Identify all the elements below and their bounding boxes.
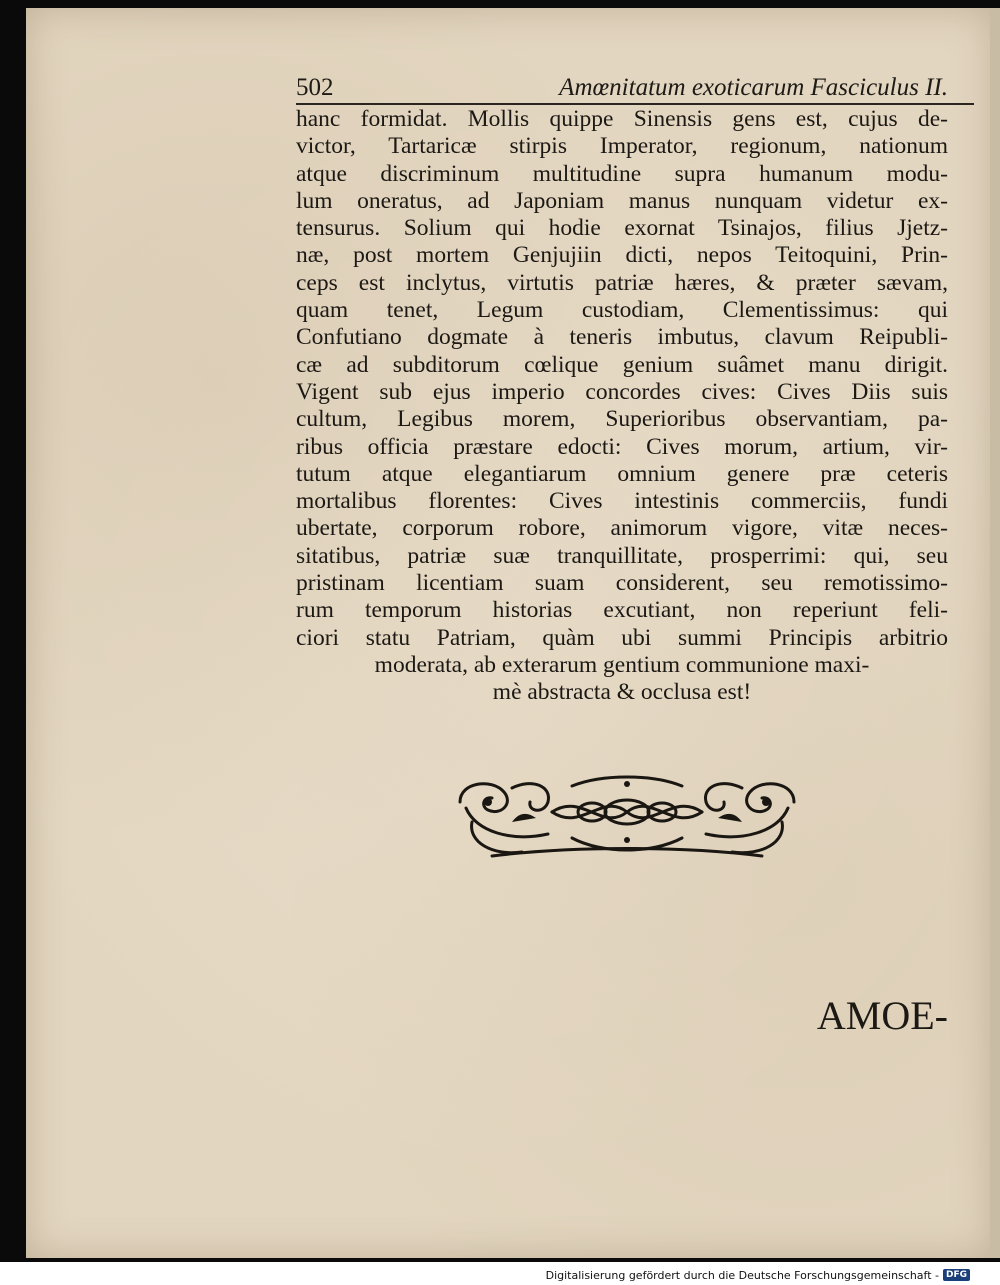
text-line: moderata, ab exterarum gentium communione maxi- xyxy=(374,651,870,678)
text-line: cæ ad subditorum cœlique genium suâmet manu dirigit. xyxy=(296,351,948,378)
footer-text: Digitalisierung gefördert durch die Deutsche Forschungsgemeinschaft - xyxy=(545,1268,939,1282)
text-line: tutum atque elegantiarum omnium genere præ ceteris xyxy=(296,460,948,487)
catchword: AMOE- xyxy=(816,993,948,1038)
page-edge xyxy=(990,8,1000,1258)
text-line: ubertate, corporum robore, animorum vigore, vitæ neces- xyxy=(296,515,948,542)
text-line: ribus officia præstare edocti: Cives morum, artium, vir- xyxy=(296,433,948,460)
text-line: cultum, Legibus morem, Superioribus observantiam, pa- xyxy=(296,406,948,433)
text-line: sitatibus, patriæ suæ tranquillitate, prosperrimi: qui, seu xyxy=(296,542,948,569)
text-line: quam tenet, Legum custodiam, Clementissimus: qui xyxy=(296,297,948,324)
decorative-ornament xyxy=(452,772,802,864)
body-text xyxy=(296,106,948,707)
text-line: rum temporum historias excutiant, non reperiunt feli- xyxy=(296,597,948,624)
text-line: mortalibus florentes: Cives intestinis commerciis, fundi xyxy=(296,488,948,515)
dfg-logo: DFG xyxy=(943,1269,970,1281)
text-line: ciori statu Patriam, quàm ubi summi Principis arbitrio xyxy=(296,624,948,651)
text-line: tensurus. Solium qui hodie exornat Tsinajos, filius Jjetz- xyxy=(296,215,948,242)
text-line: mè abstracta & occlusa est! xyxy=(492,679,752,706)
text-line: Vigent sub ejus imperio concordes cives: Cives Diis suis xyxy=(296,378,948,405)
header-rule xyxy=(296,103,974,105)
digitization-footer xyxy=(546,1267,970,1283)
text-line: næ, post mortem Genjujiin dicti, nepos Teitoquini, Prin- xyxy=(296,242,948,269)
text-line: hanc formidat. Mollis quippe Sinensis gens est, cujus de- xyxy=(296,106,948,132)
page-header xyxy=(296,74,948,104)
text-line: lum oneratus, ad Japoniam manus nunquam videtur ex- xyxy=(296,187,948,214)
text-line: Confutiano dogmate à teneris imbutus, clavum Reipubli- xyxy=(296,324,948,351)
text-line: pristinam licentiam suam considerent, seu remotissimo- xyxy=(296,570,948,597)
text-line: victor, Tartaricæ stirpis Imperator, regionum, nationum xyxy=(296,133,948,160)
text-line: atque discriminum multitudine supra humanum modu- xyxy=(296,160,948,187)
text-line: ceps est inclytus, virtutis patriæ hæres, & præter sævam, xyxy=(296,269,948,296)
page-number: 502 xyxy=(296,74,334,101)
running-title: Amœnitatum exoticarum Fasciculus II. xyxy=(559,74,948,101)
